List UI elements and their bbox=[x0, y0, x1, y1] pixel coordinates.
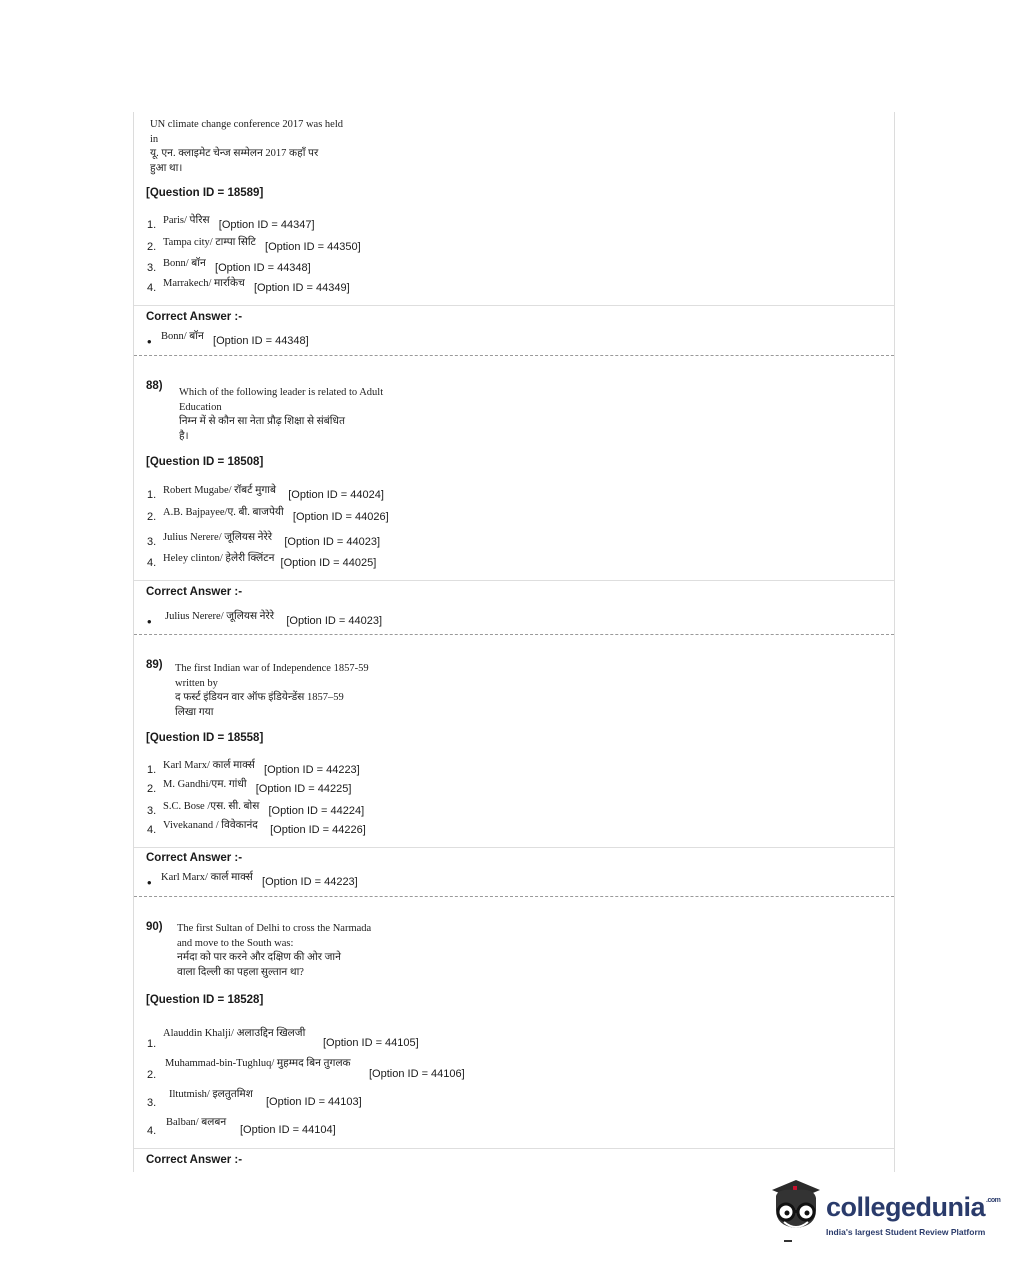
correct-answer: Julius Nerere/ जूलियस नेरेरे [Option ID = 44023] bbox=[165, 611, 383, 627]
bullet-icon: • bbox=[147, 614, 152, 629]
question-text: The first Sultan of Delhi to cross the Narmada and move to the South was: नर्मदा को पार करने और दक्षिण की ओर जाने वाला दिल्ली का पहला सुल्तान था? bbox=[177, 923, 372, 978]
option-2: 2. A.B. Bajpayee/ए. बी. बाजपेयी [Option ID = 44026] bbox=[147, 507, 389, 523]
question-text: UN climate change conference 2017 was held in यू. एन. क्लाइमेट चेन्ज सम्मेलन 2017 कहाँ पर हुआ था। bbox=[150, 119, 343, 174]
question-id: [Question ID = 18589] bbox=[146, 187, 264, 199]
question-number: 89) bbox=[146, 659, 163, 671]
question-separator bbox=[134, 634, 894, 635]
divider bbox=[134, 847, 894, 848]
collegedunia-logo bbox=[766, 1176, 1001, 1248]
option-3: 3. Julius Nerere/ जूलियस नेरेरे [Option ID = 44023] bbox=[147, 532, 381, 548]
option-3: 3. S.C. Bose /एस. सी. बोस [Option ID = 44224] bbox=[147, 801, 365, 817]
option-3: 3. Bonn/ बॉन [Option ID = 44348] bbox=[147, 258, 311, 274]
correct-answer-label: Correct Answer :- bbox=[146, 852, 243, 864]
question-id: [Question ID = 18558] bbox=[146, 732, 264, 744]
brand-name: collegedunia$^{.com}$ bbox=[826, 1192, 1001, 1222]
question-text: Which of the following leader is related to Adult Education निम्न में से कौन सा नेता प्रौढ़ शिक्षा से संबंधित है। bbox=[179, 387, 384, 442]
option-1: 1. Karl Marx/ कार्ल मार्क्स [Option ID = 44223] bbox=[147, 760, 360, 776]
correct-answer-label: Correct Answer :- bbox=[146, 311, 243, 323]
question-separator bbox=[134, 896, 894, 897]
option-4: 4. Heley clinton/ हेलेरी क्लिंटन [Option ID = 44025] bbox=[147, 553, 377, 569]
question-number: 90) bbox=[146, 921, 163, 933]
option-1: 1. Robert Mugabe/ रॉबर्ट मुगाबे [Option ID = 44024] bbox=[147, 485, 384, 501]
correct-answer-label: Correct Answer :- bbox=[146, 586, 243, 598]
bullet-icon: • bbox=[147, 875, 152, 890]
option-2: 2. Tampa city/ टाम्पा सिटि [Option ID = 44350] bbox=[147, 237, 361, 253]
question-id: [Question ID = 18508] bbox=[146, 456, 264, 468]
option-2: 2. M. Gandhi/एम. गांधी [Option ID = 44225] bbox=[147, 779, 352, 795]
question-paper-page: UN climate change conference 2017 was held in यू. एन. क्लाइमेट चेन्ज सम्मेलन 2017 कहाँ पर हुआ था। [Question ID = 18589] 1. Paris/ पेरिस [Option ID = 44347] 2. Tampa city/ टाम्पा सिटि [Option ID = 44350] 3. Bonn/ बॉन [Option ID = 44348] 4. Marrakech/ मार्राकेच [Option ID = 44349] Correct Answer :- • Bonn/ बॉन [Option ID = 44348] 88) Which of the following leader is related to Adult Education निम्न में से कौन सा नेता प्रौढ़ शिक्षा से संबंधित है। [Question ID = 18508] 1. Robert Mugabe/ रॉबर्ट मुगाबे [Option ID = 44024] 2. A.B. Bajpayee/ए. बी. बाजपेयी [Option ID = 44026] 3. Julius Nerere/ जूलियस नेरेरे [Option ID = 44023] 4. Heley clinton/ हेलेरी क्लिंटन [Option ID = 44025] Correct Answer :- • Julius Nerere/ जूलियस नेरेरे [Option ID = 44023] 89) The first Indian war of Independence 1857-59 written by द फर्स्ट इंडियन वार ऑफ इंडियेन्डेंस 1857–59 लिखा गया [Question ID = 18558] 1. Karl Marx/ कार्ल मार्क्स [Option ID = 44223] 2. M. Gandhi/एम. गांधी [Option ID = 44225] 3. S.C. Bose /एस. सी. बोस [Option ID = 44224] 4. Vivekanand / विवेकानंद [Option ID = 44226] Correct Answer :- • Karl Marx/ कार्ल मार्क्स [Option ID = 44223] 90) The first Sultan of Delhi to cross the Narmada and move to the South was: नर्मदा को पार करने और दक्षिण की ओर जाने वाला दिल्ली का पहला सुल्तान था? [Question ID = 18528] Alauddin Khalji/ अलाउद्दिन खिलजी 1. [Option ID = 44105] Muhammad-bin-Tughluq/ मुहम्मद बिन तुगलक 2. [Option ID = 44106] Iltutmish/ इलतुतमिश 3. [Option ID = 44103] Balban/ बलबन 4. [Option ID = 44104] Correct Answer :- bbox=[133, 112, 895, 1172]
bullet-icon: • bbox=[147, 334, 152, 349]
question-text: The first Indian war of Independence 1857-59 written by द फर्स्ट इंडियन वार ऑफ इंडियेन्डेंस 1857–59 लिखा गया bbox=[175, 663, 369, 718]
correct-answer: Karl Marx/ कार्ल मार्क्स [Option ID = 44223] bbox=[161, 872, 358, 888]
question-number: 88) bbox=[146, 380, 163, 392]
option-1: 1. Paris/ पेरिस [Option ID = 44347] bbox=[147, 215, 315, 231]
divider bbox=[134, 580, 894, 581]
divider bbox=[134, 305, 894, 306]
mascot-icon bbox=[766, 1176, 826, 1248]
question-id: [Question ID = 18528] bbox=[146, 994, 264, 1006]
correct-answer-label: Correct Answer :- bbox=[146, 1154, 243, 1166]
divider bbox=[134, 1148, 894, 1149]
option-4: 4. Marrakech/ मार्राकेच [Option ID = 44349] bbox=[147, 278, 350, 294]
correct-answer: Bonn/ बॉन [Option ID = 44348] bbox=[161, 331, 309, 347]
option-4: 4. Vivekanand / विवेकानंद [Option ID = 44226] bbox=[147, 820, 366, 836]
brand-tagline: India's largest Student Review Platform bbox=[826, 1227, 986, 1237]
question-separator bbox=[134, 355, 894, 356]
